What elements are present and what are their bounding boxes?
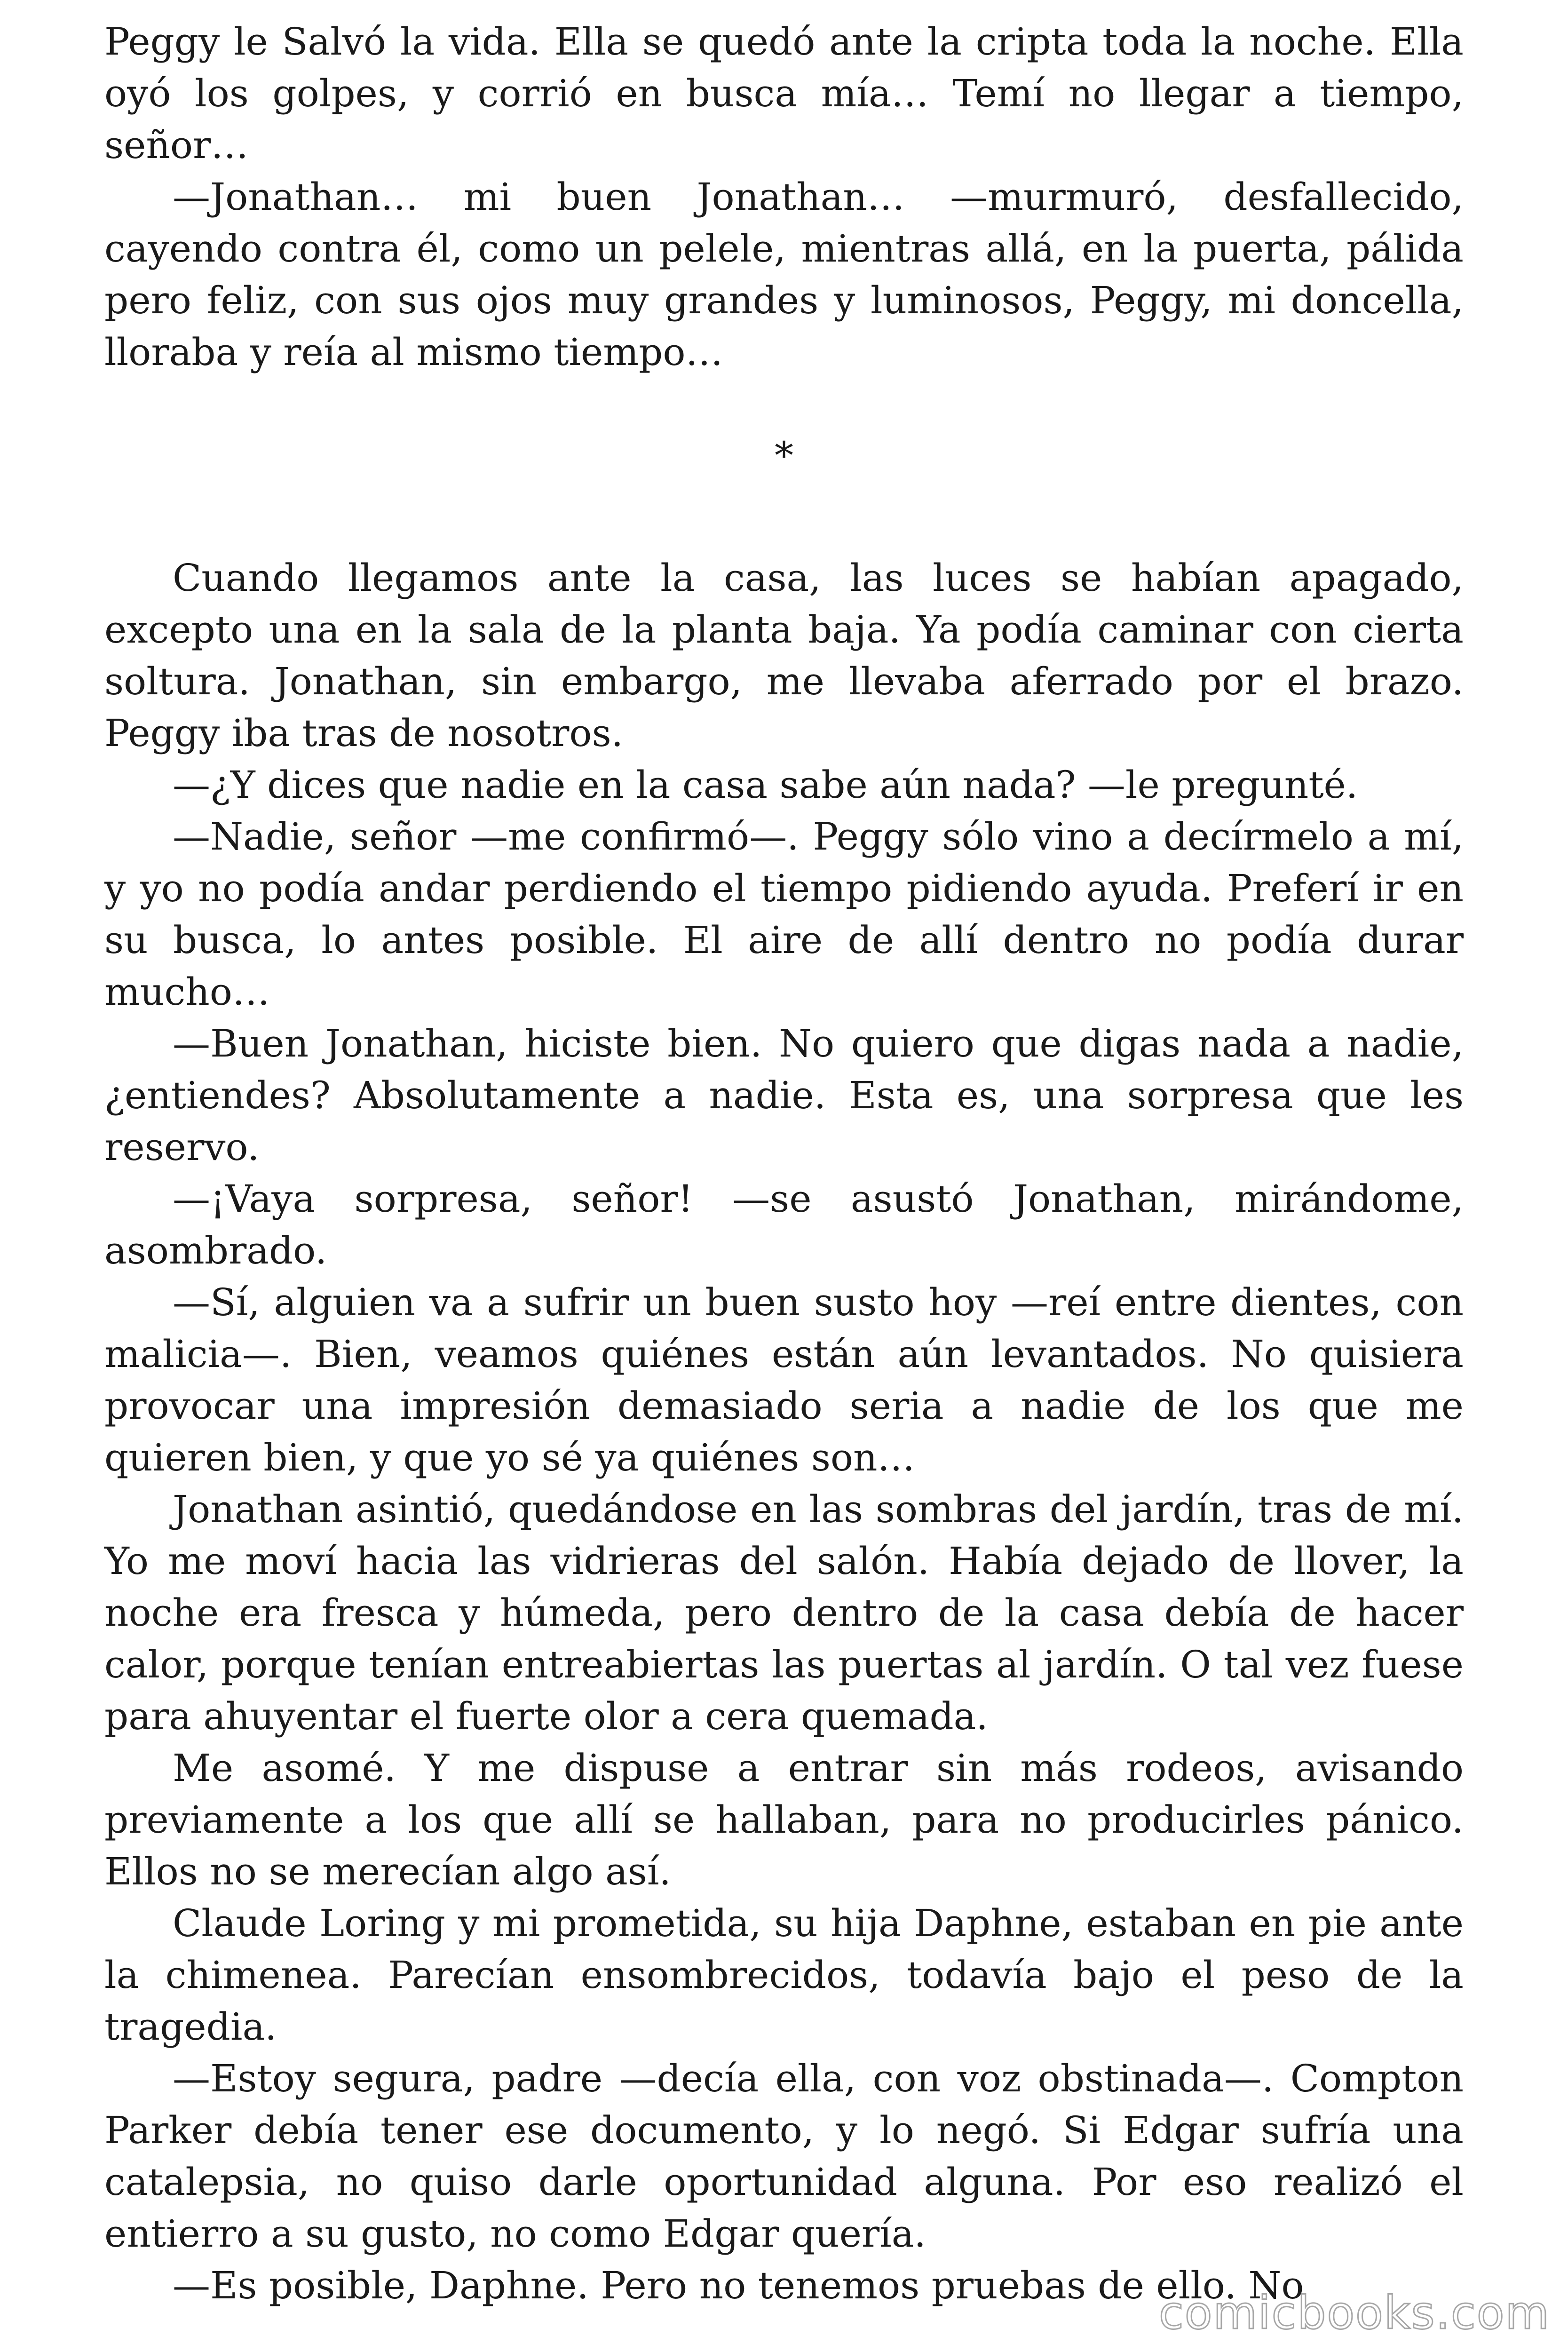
paragraph-peggy-saved: Peggy le Salvó la vida. Ella se quedó ante la cripta toda la noche. Ella oyó los golpes, y corrió en busca mía… Temí no llegar a tiempo, señor…	[104, 20, 1464, 167]
book-page	[104, 16, 1464, 2312]
paragraph-dialogue: —¡Vaya sorpresa, señor! —se asustó Jonathan, mirándome, asombrado.	[104, 1177, 1464, 1272]
paragraph-dialogue: —Estoy segura, padre —decía ella, con voz obstinada—. Compton Parker debía tener ese documento, y lo negó. Si Edgar sufría una catalepsia, no quiso darle oportunidad alguna. Por eso realizó el entierro a su gusto, no como Edgar quería.	[104, 2057, 1464, 2256]
paragraph-arrival: Cuando llegamos ante la casa, las luces se habían apagado, excepto una en la sala de la planta baja. Ya podía caminar con cierta soltura. Jonathan, sin embargo, me llevaba aferrado por el brazo. Peggy iba tras de nosotros.	[104, 556, 1464, 755]
paragraph-jonathan-murmur: —Jonathan… mi buen Jonathan… —murmuró, desfallecido, cayendo contra él, como un pelele, mientras allá, en la puerta, pálida pero feliz, con sus ojos muy grandes y luminosos, Peggy, mi doncella, lloraba y reía al mismo tiempo…	[104, 175, 1464, 374]
scene-separator: *	[775, 434, 793, 477]
paragraph-dialogue: —¿Y dices que nadie en la casa sabe aún nada? —le pregunté.	[173, 763, 1358, 807]
paragraph-dialogue: —Nadie, señor —me confirmó—. Peggy sólo vino a decírmelo a mí, y yo no podía andar perdiendo el tiempo pidiendo ayuda. Preferí ir en su busca, lo antes posible. El aire de allí dentro no podía durar mucho…	[104, 815, 1464, 1014]
paragraph-narration: Jonathan asintió, quedándose en las sombras del jardín, tras de mí. Yo me moví hacia las vidrieras del salón. Había dejado de llover, la noche era fresca y húmeda, pero dentro de la casa debía de hacer calor, porque tenían entreabiertas las puertas al jardín. O tal vez fuese para ahuyentar el fuerte olor a cera quemada.	[104, 1487, 1464, 1738]
paragraph-dialogue: —Sí, alguien va a sufrir un buen susto hoy —reí entre dientes, con malicia—. Bien, veamos quiénes están aún levantados. No quisiera provocar una impresión demasiado seria a nadie de los que me quieren bien, y que yo sé ya quiénes son…	[104, 1280, 1464, 1479]
paragraph-narration: Claude Loring y mi prometida, su hija Daphne, estaban en pie ante la chimenea. Parecían ensombrecidos, todavía bajo el peso de la tragedia.	[104, 1901, 1464, 2049]
paragraph-dialogue-cut: —Es posible, Daphne. Pero no tenemos pruebas de ello. No	[173, 2264, 1304, 2307]
watermark: comicbooks.com	[1158, 2287, 1550, 2339]
paragraph-dialogue: —Buen Jonathan, hiciste bien. No quiero que digas nada a nadie, ¿entiendes? Absolutamente a nadie. Esta es, una sorpresa que les reservo.	[104, 1022, 1464, 1169]
paragraph-narration: Me asomé. Y me dispuse a entrar sin más rodeos, avisando previamente a los que allí se hallaban, para no producirles pánico. Ellos no se merecían algo así.	[104, 1746, 1464, 1893]
